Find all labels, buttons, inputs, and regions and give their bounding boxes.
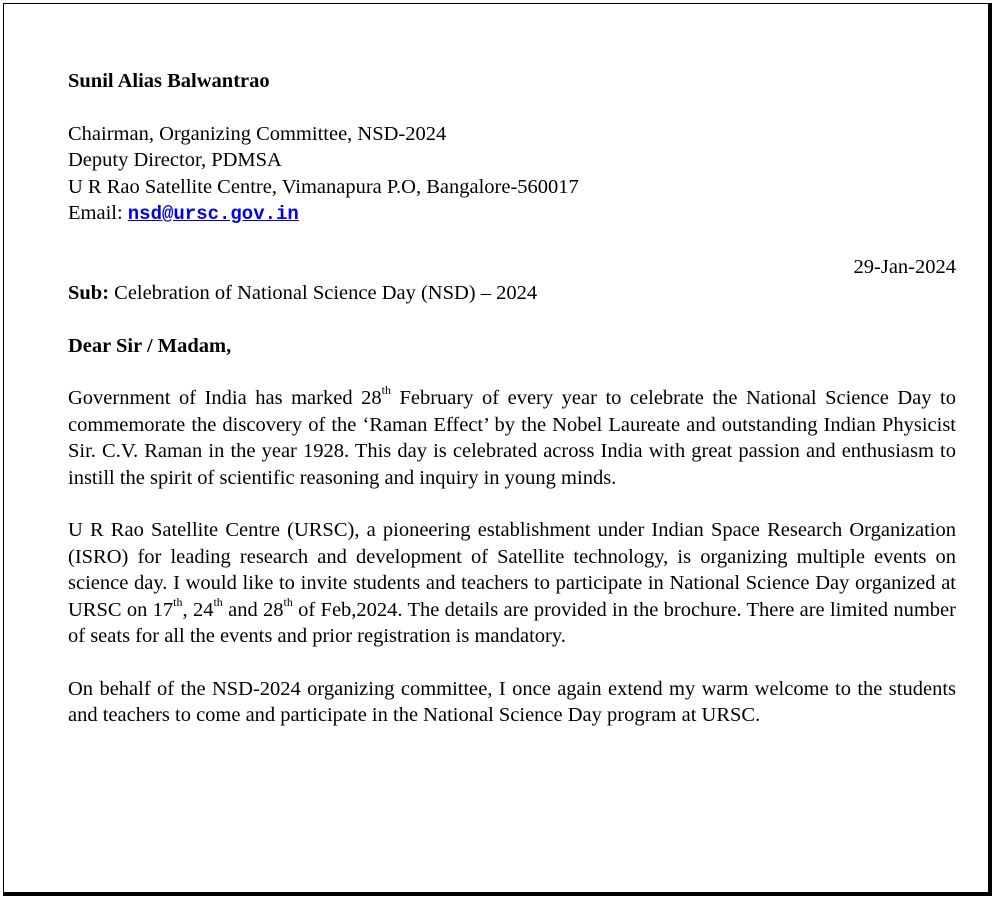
paragraph-2: [68, 517, 956, 650]
ordinal-superscript: th: [213, 594, 223, 609]
email-link[interactable]: nsd@ursc.gov.in: [127, 203, 299, 225]
ordinal-superscript: th: [381, 383, 391, 398]
sender-email-line: [68, 200, 956, 228]
paragraph-1: [68, 385, 956, 491]
sender-address-block: [68, 121, 956, 228]
salutation: Dear Sir / Madam,: [68, 334, 232, 357]
paragraph-2-text-a: U R Rao Satellite Centre (URSC), a pioneering establishment under Indian Space Research Organization (ISRO) for leading research and development of Satellite technology, is organizing multiple events on science day. I would like to invite students and teachers to participate in National Science Day organized at URSC on 17: [68, 519, 956, 621]
letter-body: [68, 68, 956, 729]
sender-designation-chairman: Chairman, Organizing Committee, NSD-2024: [68, 122, 447, 145]
paragraph-1-text-a: Government of India has marked 28: [68, 387, 382, 409]
subject-label: Sub:: [68, 282, 110, 304]
paragraph-3: On behalf of the NSD-2024 organizing committee, I once again extend my warm welcome to the students and teachers to come and participate in the National Science Day program at URSC.: [68, 677, 956, 726]
paragraph-2-text-c: and 28: [222, 598, 284, 621]
letter-subject: [68, 280, 956, 307]
sender-name: Sunil Alias Balwantrao: [68, 70, 270, 92]
ordinal-superscript: th: [173, 594, 183, 609]
sender-designation-deputy-director: Deputy Director, PDMSA: [68, 149, 282, 171]
email-label: Email:: [68, 202, 128, 224]
paragraph-2-text-d: of Feb,2024. The details are provided in the brochure. There are limited number of seats for all the events and prior registration is mandatory.: [68, 598, 956, 647]
sender-address: U R Rao Satellite Centre, Vimanapura P.O, Bangalore-560017: [68, 175, 579, 198]
subject-text: Celebration of National Science Day (NSD) – 2024: [109, 282, 538, 304]
ordinal-superscript: th: [283, 594, 293, 609]
letter-date: 29-Jan-2024: [853, 255, 956, 278]
paragraph-2-text-b: , 24: [182, 598, 214, 621]
paragraph-1-text-b: February of every year to celebrate the National Science Day to commemorate the discovery of the ‘Raman Effect’ by the Nobel Laureate and outstanding Indian Physicist Sir. C.V. Raman in the year 1928. This day is celebrated across India with great passion and enthusiasm to instill the spirit of scientific reasoning and inquiry in young minds.: [68, 387, 957, 489]
